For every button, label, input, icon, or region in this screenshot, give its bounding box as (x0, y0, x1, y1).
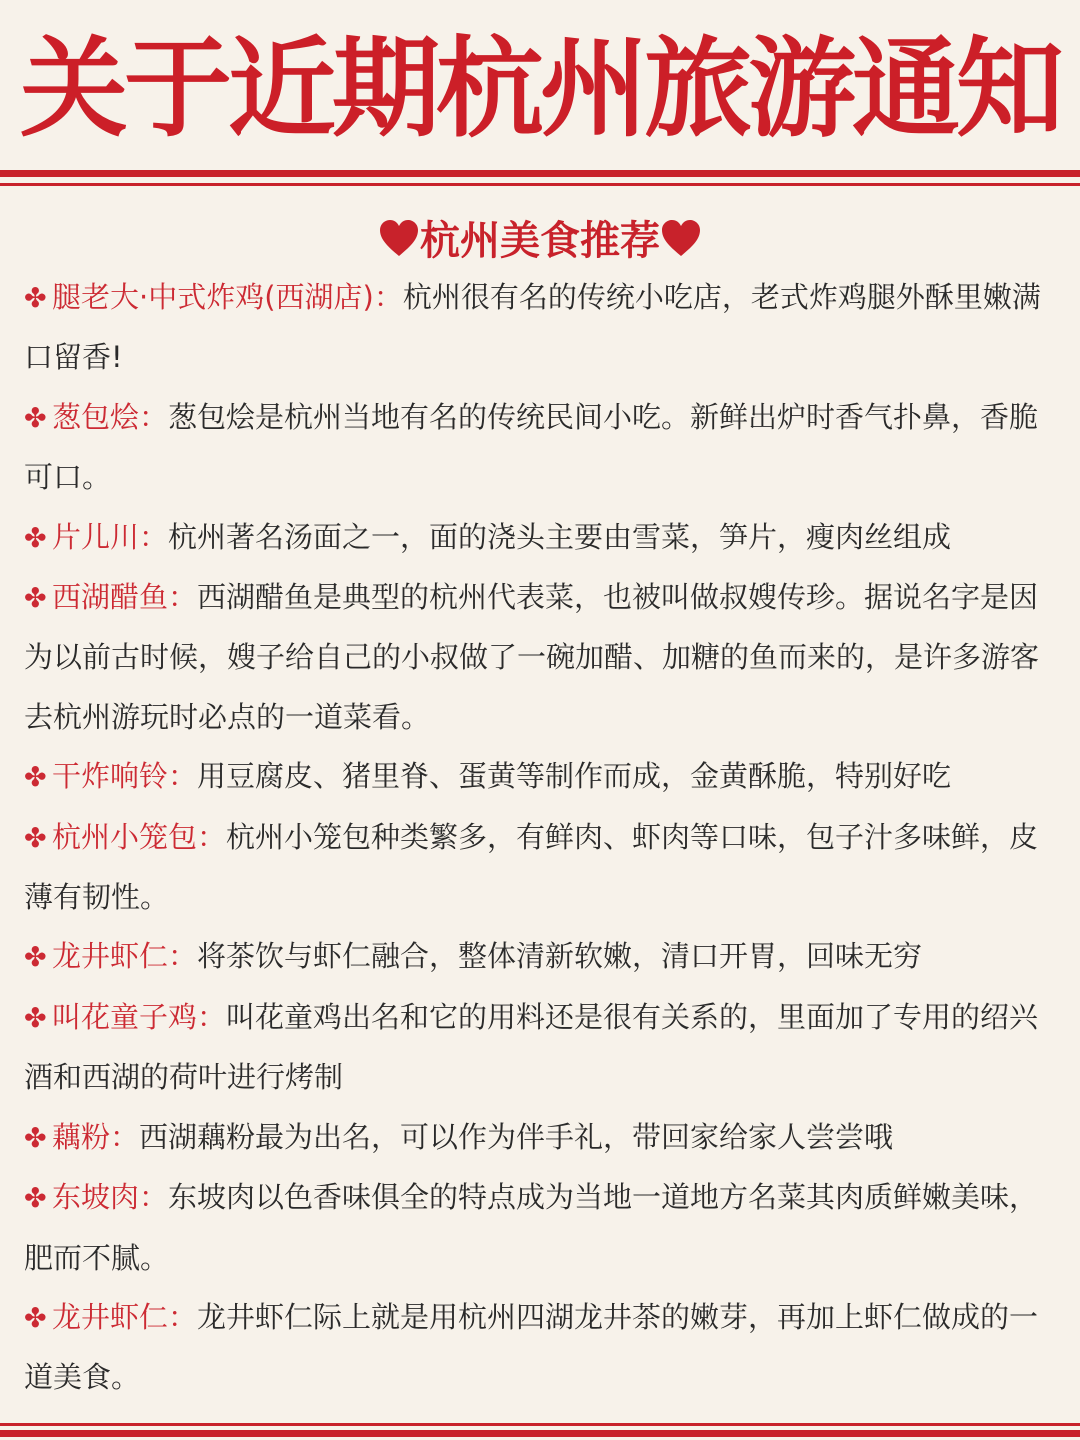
list-item (24, 927, 1048, 987)
food-name-separator: ： (168, 1299, 198, 1334)
food-list (24, 268, 1048, 1408)
clover-icon: ✤ (24, 402, 47, 434)
section-heading-text: 杭州美食推荐 (420, 218, 660, 264)
food-name: 杭州小笼包 (52, 819, 198, 854)
food-name: 龙井虾仁 (52, 939, 169, 974)
food-name: 叫花童子鸡 (52, 999, 198, 1034)
list-item (24, 268, 1048, 388)
food-name: 西湖醋鱼 (52, 580, 169, 615)
food-description: 杭州著名汤面之一，面的浇头主要由雪菜，笋片，瘦肉丝组成 (168, 519, 952, 554)
food-name: 腿老大·中式炸鸡(西湖店) (52, 280, 374, 314)
clover-icon: ✤ (24, 1002, 47, 1034)
food-name-separator: ： (197, 819, 227, 854)
food-name-separator: ： (139, 1180, 169, 1215)
food-description: 西湖醋鱼是典型的杭州代表菜，也被叫做叔嫂传珍。据说名字是因为以前古时候，嫂子给自己的小叔做了一碗加醋、加糖的鱼而来的，是许多游客去杭州游玩时必点的一道菜看。 (24, 580, 1040, 734)
food-name: 葱包烩 (52, 399, 140, 434)
food-name: 东坡肉 (52, 1180, 140, 1215)
heart-icon (378, 218, 420, 258)
clover-icon: ✤ (24, 1122, 47, 1154)
list-item (24, 988, 1048, 1108)
list-item (24, 747, 1048, 807)
list-item (24, 1168, 1048, 1288)
section-heading (0, 212, 1080, 270)
food-name: 片儿川 (52, 519, 140, 554)
food-description: 杭州很有名的传统小吃店，老式炸鸡腿外酥里嫩满口留香! (24, 280, 1041, 375)
food-name-separator: ： (373, 280, 403, 314)
food-description: 用豆腐皮、猪里脊、蛋黄等制作而成，金黄酥脆，特别好吃 (197, 759, 952, 794)
footer-divider-thick (0, 1430, 1080, 1437)
food-description: 杭州小笼包种类繁多，有鲜肉、虾肉等口味，包子汁多味鲜，皮薄有韧性。 (24, 819, 1039, 915)
food-description: 将茶饮与虾仁融合，整体清新软嫩，清口开胃，回味无穷 (197, 939, 923, 974)
food-name: 龙井虾仁 (52, 1299, 169, 1334)
food-description: 葱包烩是杭州当地有名的传统民间小吃。新鲜出炉时香气扑鼻，香脆可口。 (24, 399, 1039, 495)
food-name: 干炸响铃 (52, 759, 169, 794)
clover-icon: ✤ (24, 283, 47, 314)
food-name: 藕粉 (52, 1119, 111, 1154)
list-item (24, 568, 1048, 747)
page-title: 关于近期杭州旅游通知 (19, 27, 1060, 152)
food-name-separator: ： (168, 759, 198, 794)
food-name-separator: ： (168, 939, 198, 974)
clover-icon: ✤ (24, 822, 47, 854)
food-name-separator: ： (139, 519, 169, 554)
clover-icon: ✤ (24, 583, 47, 615)
list-item (24, 808, 1048, 928)
clover-icon: ✤ (24, 762, 47, 794)
food-description: 东坡肉以色香味俱全的特点成为当地一道地方名菜其肉质鲜嫩美味，肥而不腻。 (24, 1180, 1039, 1275)
food-name-separator: ： (197, 999, 227, 1034)
footer-divider-thin (0, 1423, 1080, 1426)
list-item (24, 388, 1048, 508)
clover-icon: ✤ (24, 1183, 47, 1215)
food-description: 龙井虾仁际上就是用杭州四湖龙井茶的嫩芽，再加上虾仁做成的一道美食。 (24, 1299, 1039, 1395)
heart-icon (660, 218, 702, 258)
clover-icon: ✤ (24, 522, 47, 554)
clover-icon: ✤ (24, 942, 47, 974)
header-divider-thick (0, 170, 1080, 177)
food-description: 西湖藕粉最为出名，可以作为伴手礼，带回家给家人尝尝哦 (139, 1119, 894, 1154)
list-item (24, 1288, 1048, 1408)
food-description: 叫花童鸡出名和它的用料还是很有关系的，里面加了专用的绍兴酒和西湖的荷叶进行烤制 (24, 999, 1039, 1095)
header-divider-thin (0, 183, 1080, 186)
list-item (24, 508, 1048, 568)
food-name-separator: ： (168, 580, 198, 615)
food-name-separator: ： (139, 399, 169, 434)
food-name-separator: ： (110, 1119, 140, 1154)
list-item (24, 1108, 1048, 1168)
clover-icon: ✤ (24, 1302, 47, 1334)
